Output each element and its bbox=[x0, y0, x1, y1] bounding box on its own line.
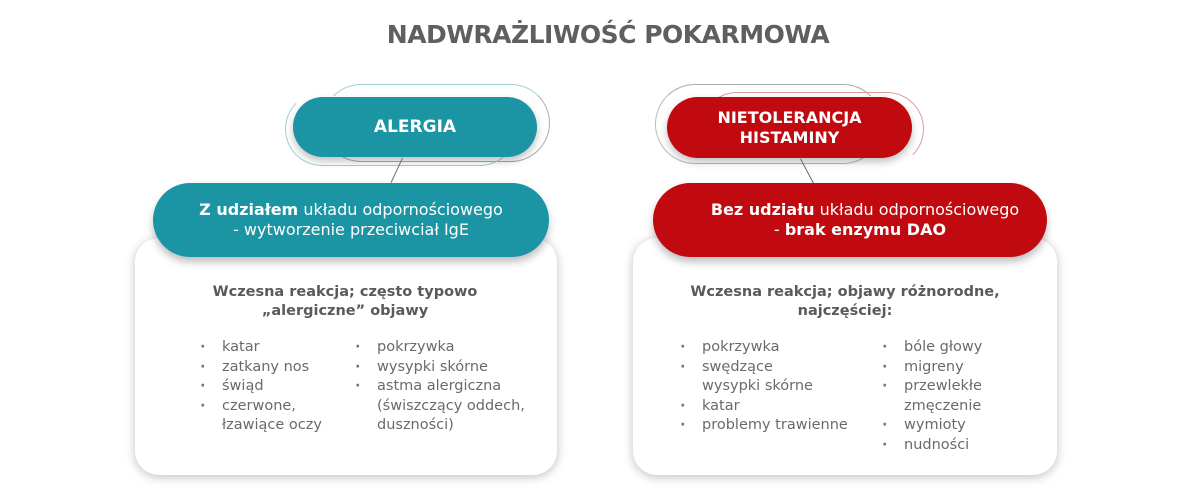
page-title: NADWRAŻLIWOŚĆ POKARMOWA bbox=[386, 20, 830, 49]
list-item: · wysypki skórne bbox=[355, 358, 525, 378]
histamine-intolerance-pill bbox=[667, 97, 912, 158]
list-item: · swędzące wysypki skórne bbox=[680, 358, 822, 397]
list-item: · wymioty bbox=[882, 416, 1002, 436]
histamine-mechanism-line2 bbox=[754, 220, 946, 240]
list-item: · nudności bbox=[882, 436, 1002, 456]
list-item: · astma alergiczna (świszczący oddech, duszności) bbox=[355, 377, 525, 436]
list-item: · bóle głowy bbox=[882, 338, 1002, 358]
histamine-pill-line1: NIETOLERANCJA bbox=[717, 107, 862, 127]
allergy-subheading-line1: Wczesna reakcja; często typowo bbox=[212, 284, 478, 300]
list-item: · migreny bbox=[882, 358, 1002, 378]
allergy-mechanism-bold: Z udziałem bbox=[199, 200, 299, 219]
list-item: · świąd bbox=[200, 377, 340, 397]
list-item: · zatkany nos bbox=[200, 358, 340, 378]
list-item: · katar bbox=[200, 338, 340, 358]
list-item: · przewlekłe zmęczenie bbox=[882, 377, 1002, 416]
histamine-mechanism-line1 bbox=[681, 200, 1019, 220]
histamine-subheading-line2: najczęściej: bbox=[797, 303, 893, 319]
histamine-pill-line2: HISTAMINY bbox=[739, 127, 840, 147]
allergy-mechanism-line2: - wytworzenie przeciwciał IgE bbox=[233, 220, 469, 239]
histamine-subheading bbox=[670, 283, 1020, 321]
allergy-subheading-line2: „alergiczne” objawy bbox=[261, 303, 429, 319]
list-item: · czerwone, łzawiące oczy bbox=[200, 397, 340, 436]
list-item: · problemy trawienne bbox=[680, 416, 870, 436]
histamine-subheading-line1: Wczesna reakcja; objawy różnorodne, bbox=[690, 284, 1000, 300]
histamine-mechanism-bar bbox=[653, 183, 1047, 257]
histamine-mechanism-dao: brak enzymu DAO bbox=[784, 220, 947, 239]
allergy-symptoms-col1 bbox=[200, 338, 340, 436]
histamine-symptoms-col1 bbox=[680, 338, 870, 436]
list-item: · pokrzywka bbox=[355, 338, 525, 358]
list-item: · pokrzywka bbox=[680, 338, 870, 358]
allergy-mechanism-line1 bbox=[199, 200, 503, 220]
histamine-mechanism-prefix: - bbox=[773, 220, 785, 239]
allergy-mechanism-text: układu odpornościowego bbox=[298, 200, 503, 219]
histamine-mechanism-text: układu odpornościowego bbox=[814, 200, 1020, 219]
allergy-mechanism-bar bbox=[153, 183, 549, 257]
allergy-pill bbox=[293, 97, 537, 157]
allergy-pill-label: ALERGIA bbox=[373, 117, 457, 137]
allergy-symptoms-col2 bbox=[355, 338, 525, 436]
allergy-subheading bbox=[180, 283, 510, 321]
list-item: · katar bbox=[680, 397, 870, 417]
histamine-mechanism-bold: Bez udziału bbox=[710, 200, 815, 219]
histamine-symptoms-col2 bbox=[882, 338, 1002, 455]
